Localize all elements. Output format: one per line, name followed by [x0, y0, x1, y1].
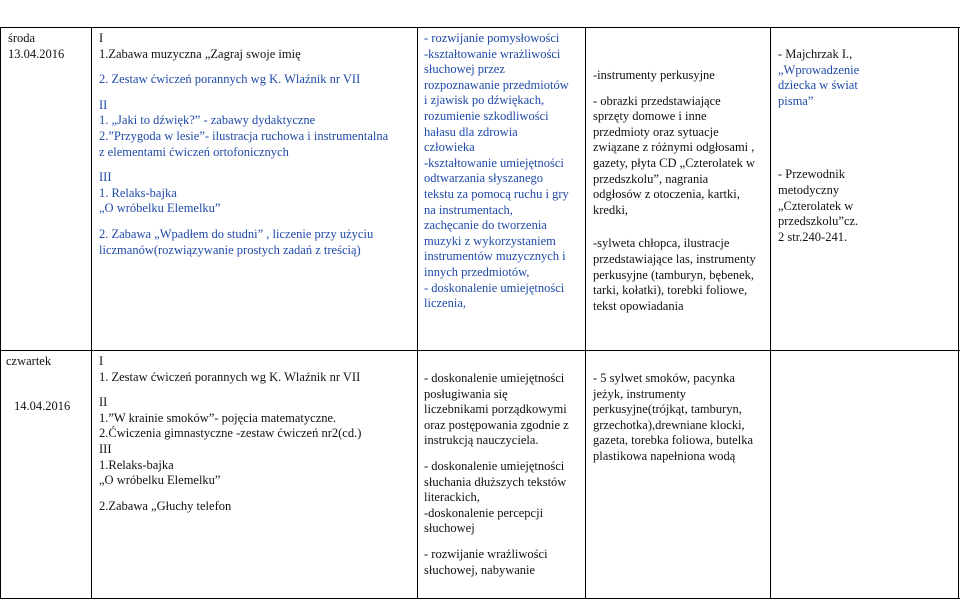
material-line: przedstawiające las, instrumenty — [593, 251, 756, 266]
literature-cell — [778, 47, 954, 245]
goal-line: oraz postępowania zgodnie z — [424, 417, 569, 432]
goal-line: tekstu za pomocą ruchu i gry — [424, 186, 569, 201]
goal-line: posługiwania się — [424, 386, 508, 401]
material-line: perkusyjne (tamburyn, bębenek, — [593, 267, 755, 282]
literature-line: pisma” — [778, 93, 814, 108]
column-divider — [585, 27, 586, 599]
day-date: 13.04.2016 — [8, 46, 65, 61]
column-divider — [91, 27, 92, 599]
literature-line: „Czterolatek w — [778, 198, 854, 213]
section-heading: II — [99, 395, 108, 410]
literature-line: dziecka w świat — [778, 78, 858, 93]
literature-line: 2 str.240-241. — [778, 229, 848, 244]
goal-line: odtwarzania słyszanego — [424, 171, 544, 186]
activity-line: 2. Zabawa „Wpadłem do studni” , liczenie przy użyciu — [99, 226, 374, 241]
day-cell — [6, 354, 88, 414]
material-line: grzechotka),drewniane klocki, — [593, 417, 745, 432]
goal-line: na instrumentach, — [424, 202, 513, 217]
goals-cell — [424, 31, 582, 312]
goal-line: słuchowej przez — [424, 62, 505, 77]
material-line: -instrumenty perkusyjne — [593, 68, 715, 82]
material-line: - 5 sylwet smoków, pacynka — [593, 371, 735, 385]
row-divider — [0, 350, 960, 351]
column-divider — [958, 27, 959, 599]
goal-line: liczebnikami porządkowymi — [424, 402, 567, 417]
goal-line: człowieka — [424, 140, 475, 155]
material-line: odgłosów z otoczenia, kartki, — [593, 187, 740, 202]
goal-line: hałasu dla zdrowia — [424, 124, 518, 139]
goal-line: słuchania dłuższych tekstów — [424, 474, 567, 489]
activity-line: 1. Zestaw ćwiczeń porannych wg K. Wlaźnik nr VII — [99, 369, 361, 384]
activity-line: 1.Relaks-bajka — [99, 457, 174, 472]
materials-cell — [593, 68, 767, 314]
literature-line: „Wprowadzenie — [778, 62, 860, 77]
section-heading: III — [99, 170, 112, 185]
activity-line: 1. „Jaki to dźwięk?” - zabawy dydaktyczne — [99, 113, 316, 128]
material-line: tarki, kołatki), torebki foliowe, — [593, 283, 748, 298]
activity-line: 2.”Przygoda w lesie”- ilustracja ruchowa i instrumentalna — [99, 128, 389, 143]
goals-cell — [424, 371, 582, 578]
goal-line: - doskonalenie umiejętności — [424, 371, 565, 385]
material-line: - obrazki przedstawiające — [593, 93, 721, 108]
material-line: perkusyjne(trójkąt, tamburyn, — [593, 402, 742, 417]
literature-line: - Przewodnik — [778, 167, 845, 182]
section-heading: III — [99, 441, 112, 456]
goal-line: zachęcanie do tworzenia — [424, 218, 547, 233]
goal-line: słuchowej, nabywanie — [424, 562, 536, 577]
day-date: 14.04.2016 — [14, 398, 71, 413]
activity-line: 1.Zabawa muzyczna „Zagraj swoje imię — [99, 46, 301, 61]
goal-line: i zjawisk po dźwiękach, — [424, 93, 545, 108]
material-line: -sylweta chłopca, ilustracje — [593, 236, 730, 251]
goal-line: - doskonalenie umiejętności — [424, 280, 565, 295]
goal-line: instrumentów muzycznych i — [424, 249, 566, 264]
material-line: sprzęty domowe i inne — [593, 109, 707, 124]
material-line: tekst opowiadania — [593, 298, 684, 313]
material-line: gazety, płyta CD „Czterolatek w — [593, 155, 755, 170]
material-line: przedmioty oraz sytuacje — [593, 124, 719, 139]
activity-line: z elementami ćwiczeń ortofonicznych — [99, 144, 289, 159]
material-line: gazeta, torebka foliowa, butelka — [593, 433, 753, 448]
goal-line: -kształtowanie umiejętności — [424, 155, 564, 170]
section-heading: I — [99, 354, 104, 368]
column-divider — [770, 27, 771, 599]
goal-line: literackich, — [424, 490, 480, 505]
activity-line: 1. Relaks-bajka — [99, 185, 177, 200]
column-divider — [0, 27, 1, 599]
material-line: przedszkolu”, nagrania — [593, 171, 709, 186]
goal-line: rozpoznawanie przedmiotów — [424, 77, 569, 92]
goal-line: -doskonalenie percepcji — [424, 505, 544, 520]
material-line: jeżyk, instrumenty — [593, 386, 687, 401]
literature-line: - Majchrzak I., — [778, 47, 853, 61]
activity-line: liczmanów(rozwiązywanie prostych zadań z treścią) — [99, 242, 361, 257]
goal-line: instrukcją nauczyciela. — [424, 433, 539, 448]
material-line: związane z różnymi odgłosami , — [593, 140, 755, 155]
activity-line: „O wróbelku Elemelku” — [99, 473, 221, 488]
section-heading: I — [99, 31, 104, 45]
goal-line: - rozwijanie pomysłowości — [424, 31, 560, 45]
goal-line: rozumienie szkodliwości — [424, 108, 549, 123]
goal-line: -kształtowanie wrażliwości — [424, 46, 561, 61]
goal-line: innych przedmiotów, — [424, 264, 530, 279]
materials-cell — [593, 371, 767, 465]
activity-line: 2.Ćwiczenia gimnastyczne -zestaw ćwiczeń nr2(cd.) — [99, 426, 362, 441]
goal-line: liczenia, — [424, 296, 466, 311]
goal-line: słuchowej — [424, 521, 475, 536]
column-divider — [417, 27, 418, 599]
goal-line: muzyki z wykorzystaniem — [424, 233, 556, 248]
day-cell — [8, 31, 64, 62]
table-border-bottom — [0, 598, 960, 599]
goal-line: - rozwijanie wrażliwości — [424, 546, 548, 561]
material-line: kredki, — [593, 202, 629, 217]
material-line: plastikowa napełniona wodą — [593, 448, 736, 463]
goal-line: - doskonalenie umiejętności — [424, 458, 565, 473]
activities-cell — [99, 354, 411, 514]
activity-line: 2.Zabawa „Głuchy telefon — [99, 498, 232, 513]
day-name: czwartek — [6, 354, 52, 368]
section-heading: II — [99, 97, 108, 112]
table-border-top — [0, 27, 960, 28]
literature-line: przedszkolu”cz. — [778, 214, 859, 229]
activities-cell — [99, 31, 411, 258]
day-name: środa — [8, 31, 36, 45]
activity-line: 1.”W krainie smoków”- pojęcia matematyczne. — [99, 410, 337, 425]
activity-line: „O wróbelku Elemelku” — [99, 201, 221, 216]
literature-line: metodyczny — [778, 182, 840, 197]
activity-line: 2. Zestaw ćwiczeń porannych wg K. Wlaźnik nr VII — [99, 72, 361, 87]
